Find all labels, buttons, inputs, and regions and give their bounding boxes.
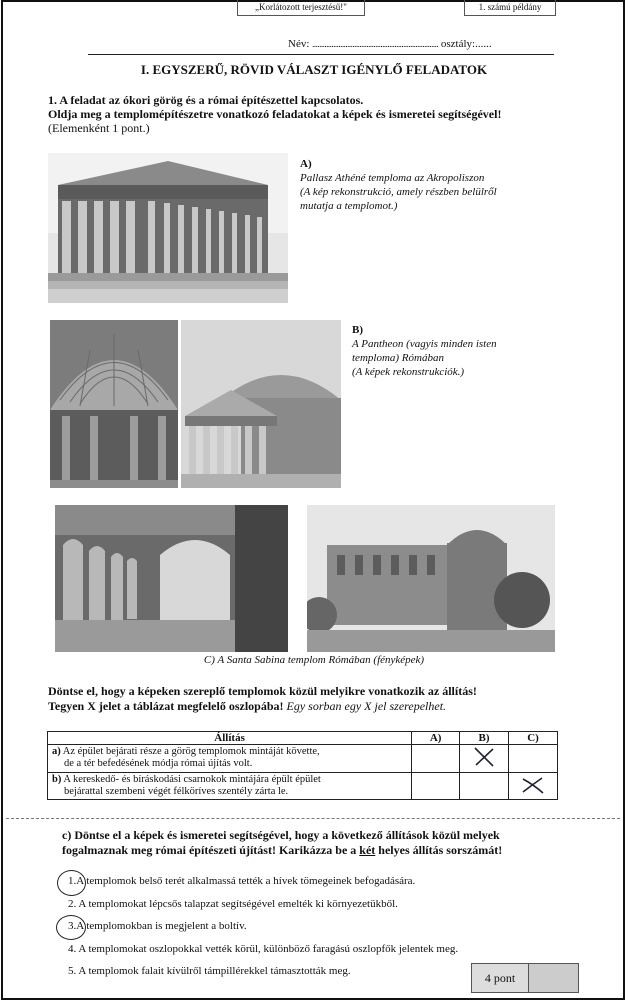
option-1[interactable] (68, 875, 415, 887)
caption-a (300, 157, 560, 213)
row-label: b) (52, 774, 62, 785)
points-label: 4 pont (472, 964, 529, 992)
restricted-label: „Korlátozott terjesztésű!" (237, 0, 365, 16)
q1-line3: (Elemenként 1 pont.) (48, 121, 150, 135)
pantheon-interior-image (50, 320, 178, 488)
caption-b-label: B) (352, 324, 363, 336)
answer-cell-c[interactable] (509, 745, 558, 773)
answer-cell-a[interactable] (412, 773, 460, 800)
option-number: 3. (68, 920, 77, 932)
pantheon-exterior-image (181, 320, 341, 488)
parthenon-image (48, 153, 288, 303)
question-c (62, 828, 582, 858)
row-text-1: Az épület bejárati része a görög templomok mintáját követte, (62, 746, 320, 757)
copy-number-label: 1. számú példány (464, 0, 556, 16)
santa-sabina-exterior-image (307, 505, 555, 652)
option-text: A templomokat lépcsős talapzat segítségével emelték ki környezetükből. (78, 898, 398, 910)
name-label: Név: (288, 38, 310, 50)
qc-line1: c) Döntse el a képek és ismeretei segítségével, hogy a következő állítások közül melyek (62, 828, 500, 842)
option-text: A templomokat oszlopokkal vették körül, különböző faragású oszlopfők jelentek meg. (78, 943, 459, 955)
caption-a-label: A) (300, 158, 312, 170)
qc-line2-underlined: két (359, 843, 376, 857)
table-header-row (48, 732, 558, 745)
decide-instructions (48, 684, 593, 714)
row-label: a) (52, 746, 61, 757)
option-2[interactable] (68, 898, 398, 910)
option-text: A templomokban is megjelent a boltív. (76, 920, 247, 932)
col-header-c: C) (509, 732, 558, 745)
q1-line2: Oldja meg a templomépítészetre vonatkozó feladatokat a képek és ismeretei segítségével! (48, 107, 502, 121)
option-4[interactable] (68, 943, 458, 955)
answer-cell-b[interactable] (460, 745, 509, 773)
santa-sabina-interior-image (55, 505, 288, 652)
caption-b-line2: temploma) Rómában (352, 352, 444, 364)
decide-line1: Döntse el, hogy a képeken szereplő templomok közül melyikre vonatkozik az állítás! (48, 684, 477, 698)
option-5[interactable] (68, 965, 351, 977)
name-field[interactable]: ........................................................................ (312, 39, 439, 49)
table-row (48, 745, 558, 773)
header-rule (88, 54, 554, 55)
x-mark-icon (520, 775, 546, 795)
statement-cell (48, 773, 412, 800)
points-box (471, 963, 579, 993)
answer-cell-a[interactable] (412, 745, 460, 773)
answer-cell-b[interactable] (460, 773, 509, 800)
question-1-intro (48, 93, 588, 135)
statement-cell (48, 745, 412, 773)
row-text-2: bejárattal szembeni végét félköríves szentély zárta le. (64, 786, 289, 797)
option-number: 4. (68, 943, 77, 955)
col-header-b: B) (460, 732, 509, 745)
option-number: 5. (68, 965, 77, 977)
class-label: osztály:...... (440, 38, 492, 50)
caption-a-line2: (A kép rekonstrukció, amely részben belülről (300, 186, 497, 198)
score-field[interactable] (529, 964, 578, 992)
caption-c: C) A Santa Sabina templom Rómában (fényképek) (203, 654, 425, 666)
option-number: 2. (68, 898, 77, 910)
option-text: A templomok falait kívülről támpillérekkel támasztották meg. (78, 965, 351, 977)
col-header-a: A) (412, 732, 460, 745)
x-mark-icon (472, 746, 496, 768)
option-number: 1. (68, 875, 77, 887)
statement-table (47, 731, 558, 800)
caption-b-line1: A Pantheon (vagyis minden isten (352, 338, 497, 350)
qc-line2-a: fogalmaznak meg római építészeti újítást! Karikázza be a (62, 843, 360, 857)
decide-line2: Tegyen X jelet a táblázat megfelelő oszlopába! (48, 699, 284, 713)
row-text-1: A kereskedő- és bíráskodási csarnokok mintájára épült épület (63, 774, 321, 785)
col-header-statement: Állítás (48, 732, 412, 745)
answer-cell-c[interactable] (509, 773, 558, 800)
caption-a-line3: mutatja a templomot.) (300, 200, 398, 212)
q1-line1: 1. A feladat az ókori görög és a római építészettel kapcsolatos. (48, 93, 364, 107)
table-row (48, 773, 558, 800)
name-class-line (288, 38, 492, 50)
section-divider (6, 818, 620, 819)
caption-a-line1: Pallasz Athéné temploma az Akropoliszon (300, 172, 485, 184)
qc-line2-b: helyes állítás sorszámát! (375, 843, 503, 857)
decide-line2-italic: Egy sorban egy X jel szerepelhet. (286, 699, 447, 713)
row-text-2: de a tér befedésének módja római újítás volt. (64, 758, 253, 769)
caption-b (352, 323, 557, 379)
option-text: A templomok belső terét alkalmassá tették a hívek tömegeinek befogadására. (76, 875, 416, 887)
option-3[interactable] (68, 920, 247, 932)
caption-b-line3: (A képek rekonstrukciók.) (352, 366, 465, 378)
section-title: I. EGYSZERŰ, RÖVID VÁLASZT IGÉNYLŐ FELADATOK (140, 62, 488, 77)
